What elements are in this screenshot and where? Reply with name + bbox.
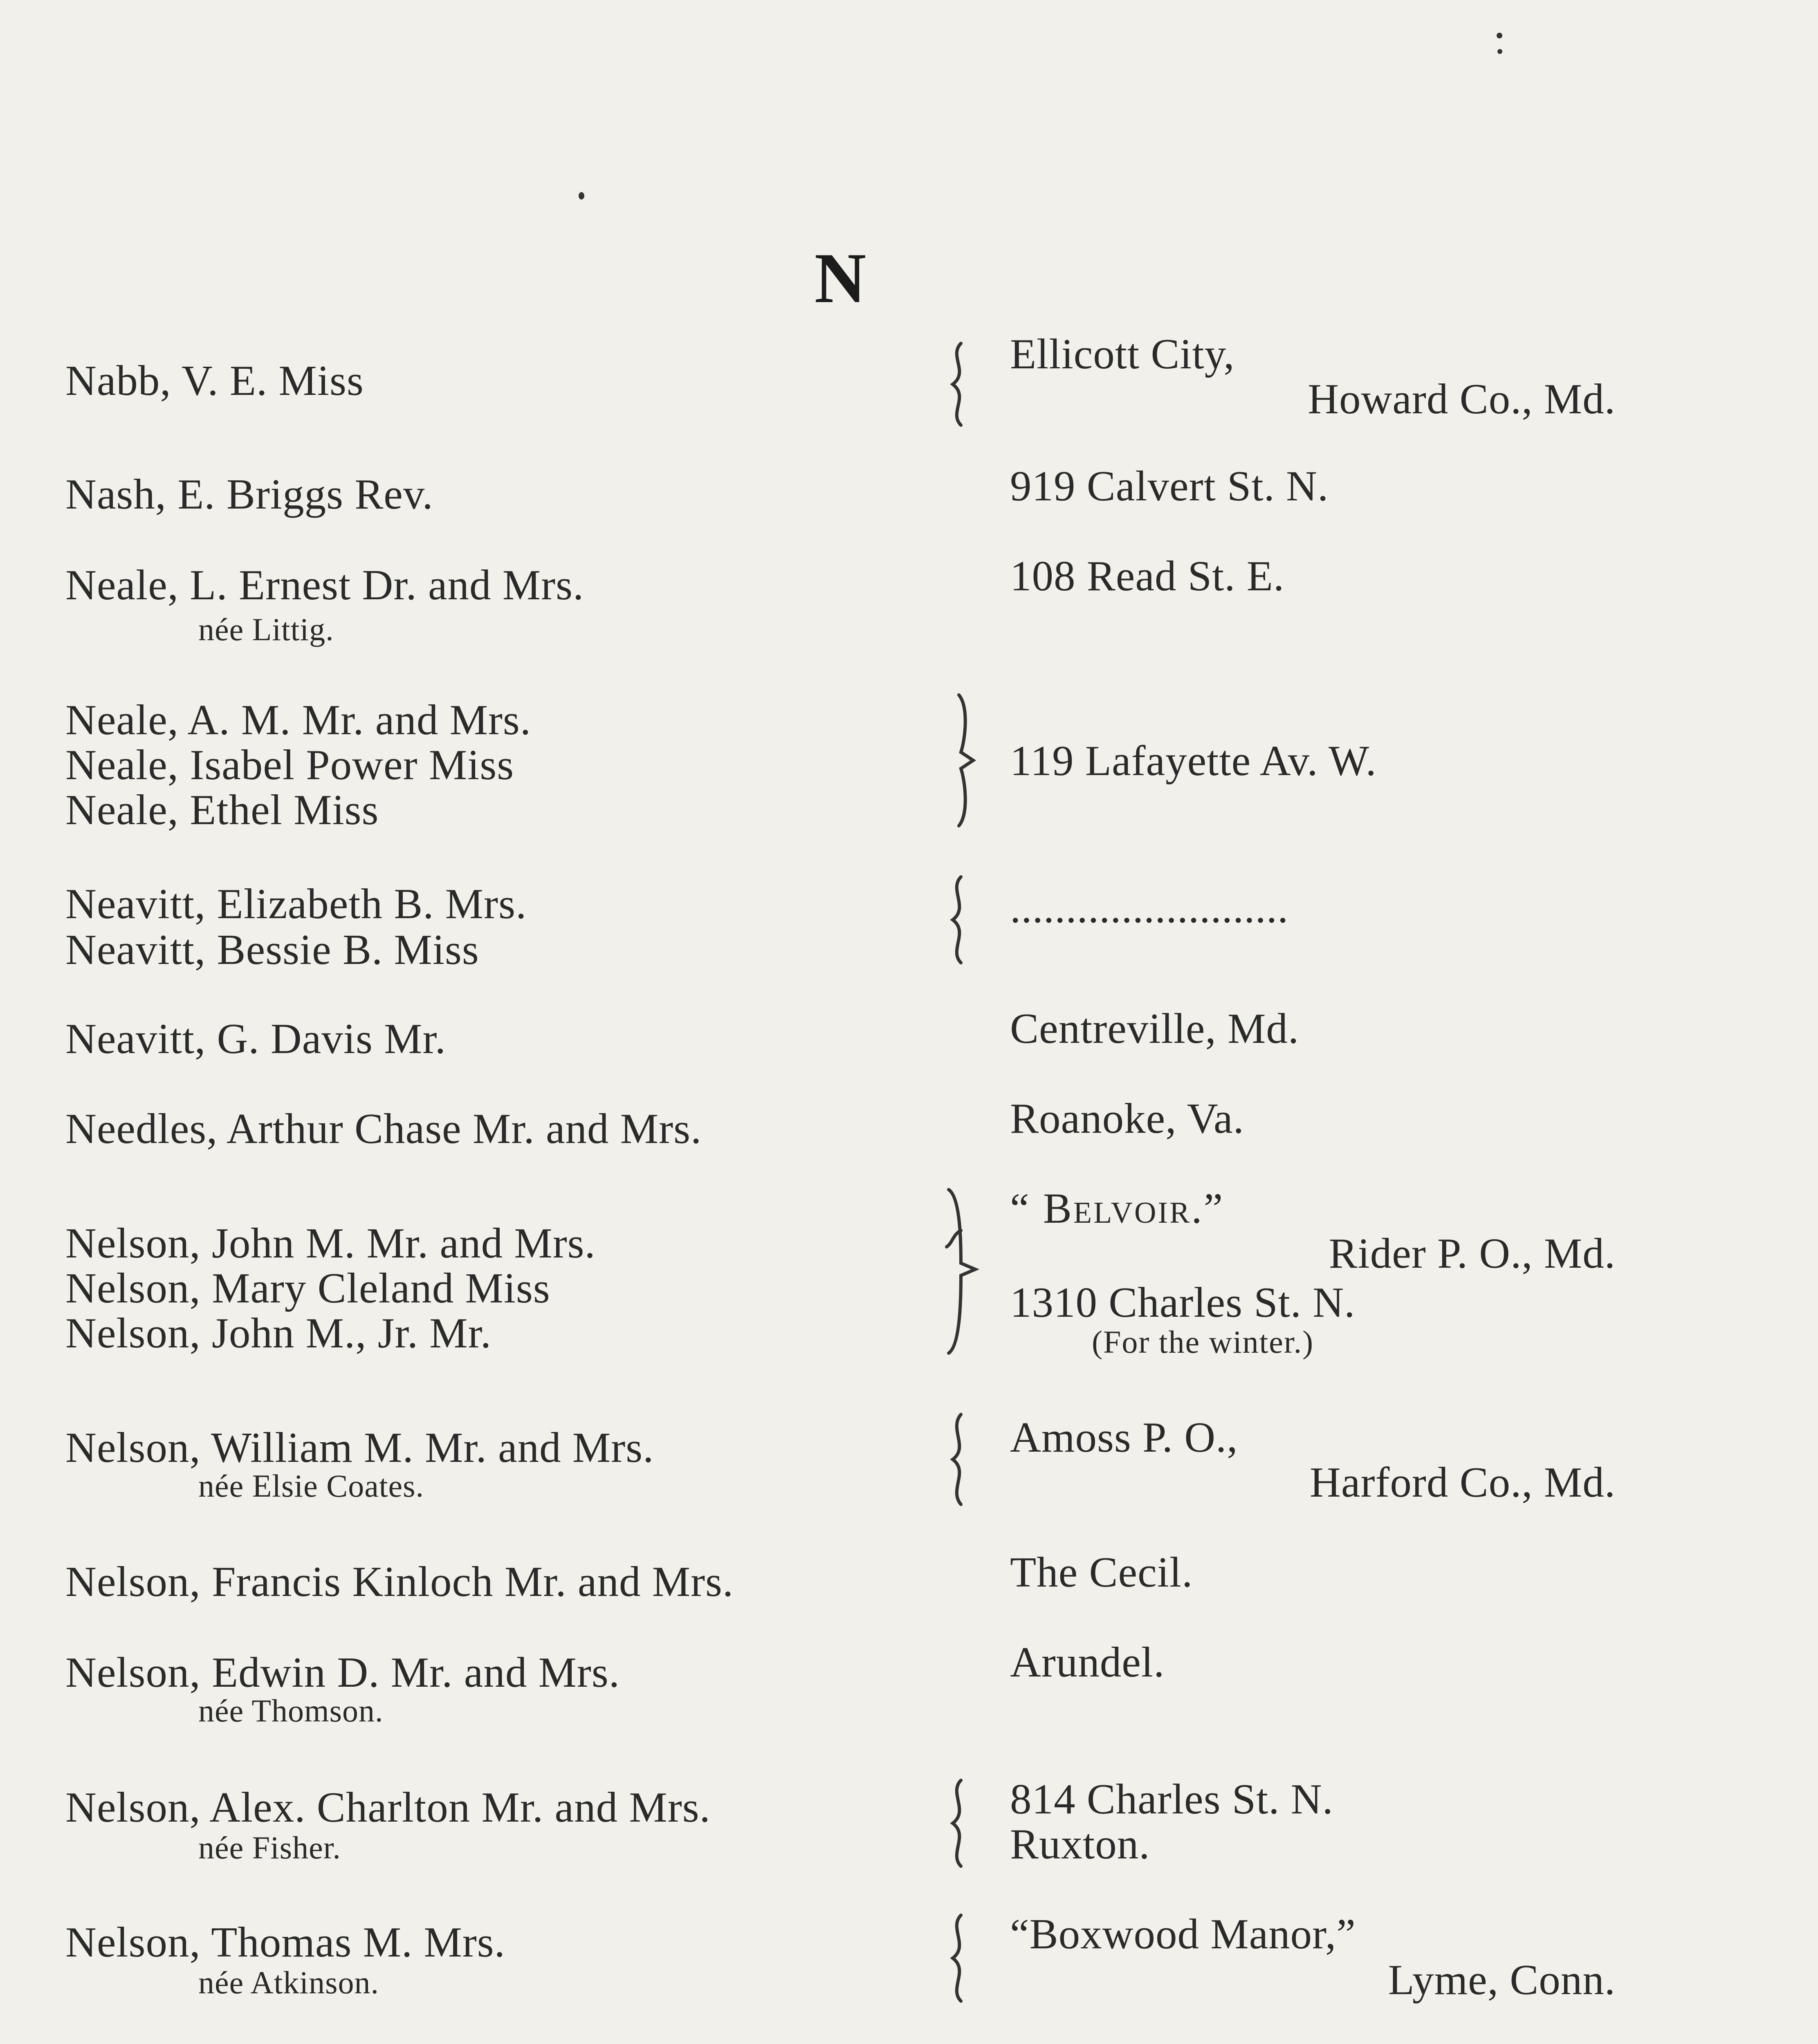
entry-address-line: 119 Lafayette Av. W. <box>1010 737 1377 784</box>
entry-name: Nelson, William M. Mr. and Mrs. <box>65 1423 654 1471</box>
entry-name: Nelson, Alex. Charlton Mr. and Mrs. <box>65 1783 711 1831</box>
entry-nee: née Fisher. <box>198 1830 341 1865</box>
entry-name: Neale, Isabel Power Miss <box>65 741 514 789</box>
entry-address-note: (For the winter.) <box>1092 1324 1314 1360</box>
ink-speck <box>1497 33 1502 38</box>
entry-nee: née Elsie Coates. <box>198 1468 424 1504</box>
entry-address-line: Lyme, Conn. <box>1388 1956 1616 2004</box>
entry-address-line: Amoss P. O., <box>1010 1413 1238 1461</box>
brace-icon <box>936 873 985 967</box>
entry-address-line: Rider P. O., Md. <box>1329 1229 1616 1277</box>
entry-address-line: Howard Co., Md. <box>1308 375 1616 423</box>
entry-name: Nelson, Francis Kinloch Mr. and Mrs. <box>65 1558 734 1605</box>
entry-nee: née Littig. <box>198 612 334 647</box>
entry-name: Needles, Arthur Chase Mr. and Mrs. <box>65 1105 702 1152</box>
entry-address-line: The Cecil. <box>1010 1548 1193 1596</box>
entry-name: Neale, Ethel Miss <box>65 786 379 834</box>
entry-address-line: Roanoke, Va. <box>1010 1094 1244 1142</box>
brace-icon <box>936 339 985 429</box>
entry-address-line: 814 Charles St. N. <box>1010 1775 1333 1823</box>
section-letter: N <box>814 238 866 318</box>
entry-address-line: “ Belvoir.” <box>1010 1184 1225 1232</box>
entry-address-line: ......................... <box>1010 884 1289 932</box>
entry-name: Nabb, V. E. Miss <box>65 356 364 404</box>
brace-icon <box>936 691 985 830</box>
brace-icon <box>936 1186 985 1357</box>
entry-name: Neavitt, G. Davis Mr. <box>65 1015 446 1062</box>
entry-name: Nelson, Mary Cleland Miss <box>65 1264 550 1312</box>
entry-address-line: 1310 Charles St. N. <box>1010 1278 1356 1326</box>
entry-name: Nelson, Edwin D. Mr. and Mrs. <box>65 1648 620 1696</box>
entry-address-line: 108 Read St. E. <box>1010 552 1285 600</box>
entry-name: Nelson, John M. Mr. and Mrs. <box>65 1219 596 1267</box>
ink-speck <box>579 192 584 199</box>
entry-name: Neavitt, Elizabeth B. Mrs. <box>65 880 527 928</box>
entry-nee: née Thomson. <box>198 1693 384 1728</box>
entry-name: Neale, L. Ernest Dr. and Mrs. <box>65 561 584 609</box>
entry-address-line: “Boxwood Manor,” <box>1010 1910 1356 1958</box>
entry-name: Neale, A. M. Mr. and Mrs. <box>65 696 532 744</box>
entry-nee: née Atkinson. <box>198 1965 379 2000</box>
brace-icon <box>936 1911 985 2005</box>
entry-address-line: Arundel. <box>1010 1638 1165 1686</box>
entry-name: Nash, E. Briggs Rev. <box>65 470 433 518</box>
entry-address-line: 919 Calvert St. N. <box>1010 462 1329 510</box>
brace-icon <box>936 1776 985 1870</box>
ink-speck <box>1497 49 1502 54</box>
brace-icon <box>936 1410 985 1508</box>
entry-address-line: Ruxton. <box>1010 1820 1150 1868</box>
entry-address-line: Centreville, Md. <box>1010 1004 1300 1052</box>
entry-address-line: Harford Co., Md. <box>1310 1458 1616 1506</box>
entry-name: Nelson, Thomas M. Mrs. <box>65 1918 505 1966</box>
entry-address-line: Ellicott City, <box>1010 330 1235 378</box>
entry-name: Neavitt, Bessie B. Miss <box>65 926 479 973</box>
entry-name: Nelson, John M., Jr. Mr. <box>65 1309 492 1357</box>
